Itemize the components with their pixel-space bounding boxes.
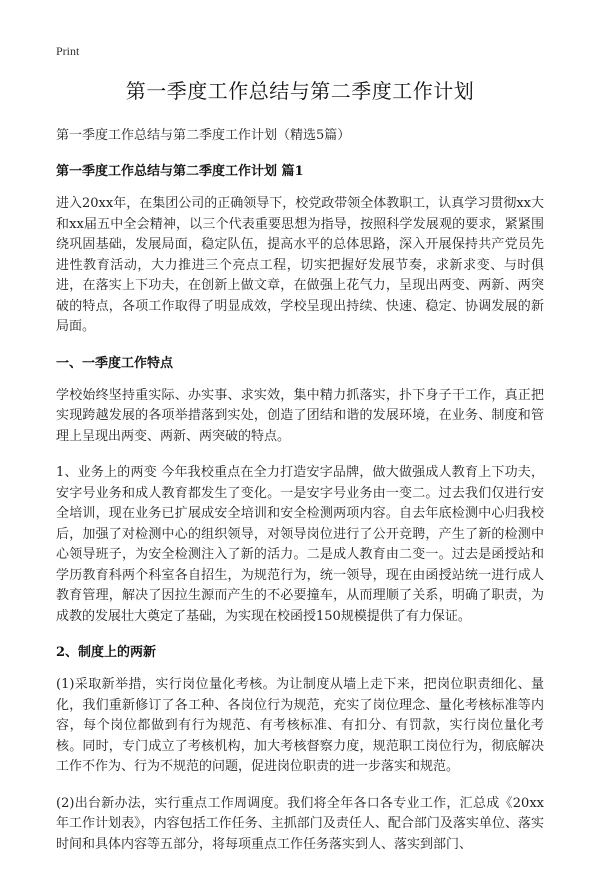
intro-paragraph: 进入20xx年，在集团公司的正确领导下，校党政带领全体教职工，认真学习贯彻xx大和xx届五中全会精神，以三个代表重要思想为指导，按照科学发展观的要求，紧紧围绕巩固基础，发展局面，稳定队伍，提高水平的总体思路，深入开展保持共产党员先进性教育活动，大力推进三个亮点工程，切实把握好发展节奏，求新求变、与时俱进，在落实上下功夫，在创新上做文章，在做强上花气力，呈现出两变、两新、两突破的特点，各项工作取得了明显成效，学校呈现出持续、快速、稳定、协调发展的新局面。 bbox=[56, 196, 544, 334]
document-body bbox=[56, 76, 544, 871]
article-heading: 第一季度工作总结与第二季度工作计划 篇1 bbox=[56, 164, 304, 179]
section1-heading: 一、一季度工作特点 bbox=[56, 355, 174, 371]
section2-paragraph-1: (1)采取新举措，实行岗位量化考核。为让制度从墙上走下来，把岗位职责细化、量化，我们重新修订了各工种、各岗位行为规范，充实了岗位理念、量化考核标准等内容，每个岗位都做到有行为规范、有考核标准、有扣分、有罚款，实行岗位量化考核。同时，专门成立了考核机构，加大考核督察力度，规范职工岗位行为，彻底解决工作不作为、行为不规范的问题，促进岗位职责的进一步落实和规范。 bbox=[56, 677, 544, 774]
document-title: 第一季度工作总结与第二季度工作计划 bbox=[125, 79, 475, 103]
section1-paragraph-2: 1、业务上的两变 今年我校重点在全力打造安字品牌，做大做强成人教育上下功夫，安字号业务和成人教育都发生了变化。一是安字号业务由一变二。过去我们仅进行安全培训，现在业务已扩展成安全培训和安全检测两项内容。自去年底检测中心归我校后，加强了对检测中心的组织领导，对领导岗位进行了公开竞聘，产生了新的检测中心领导班子，为安全检测注入了新的活力。二是成人教育由二变一。过去是函授站和学历教育科两个科室各自招生，为规范行为，统一领导，现在由函授站统一进行成人教育管理，解决了因拉生源而产生的不必要撞车，从而理顺了关系，明确了职责，为成教的发展壮大奠定了基础，为实现在校函授150规模提供了有力保证。 bbox=[56, 465, 544, 624]
print-link[interactable]: Print bbox=[56, 44, 80, 58]
section1-paragraph-1: 学校始终坚持重实际、办实事、求实效，集中精力抓落实，扑下身子干工作，真正把实现跨越发展的各项举措落到实处，创造了团结和谐的发展环境，在业务、制度和管理上呈现出两变、两新、两突破的特点。 bbox=[56, 387, 544, 444]
section2-paragraph-2: (2)出台新办法，实行重点工作周调度。我们将全年各口各专业工作，汇总成《20xx年工作计划表》，内容包括工作任务、主抓部门及责任人、配合部门及落实单位、落实时间和具体内容等五部分，将每项重点工作任务落实到人、落实到部门、 bbox=[56, 795, 544, 852]
document-subtitle: 第一季度工作总结与第二季度工作计划（精选5篇） bbox=[56, 128, 351, 143]
section2-heading: 2、制度上的两新 bbox=[56, 645, 157, 660]
